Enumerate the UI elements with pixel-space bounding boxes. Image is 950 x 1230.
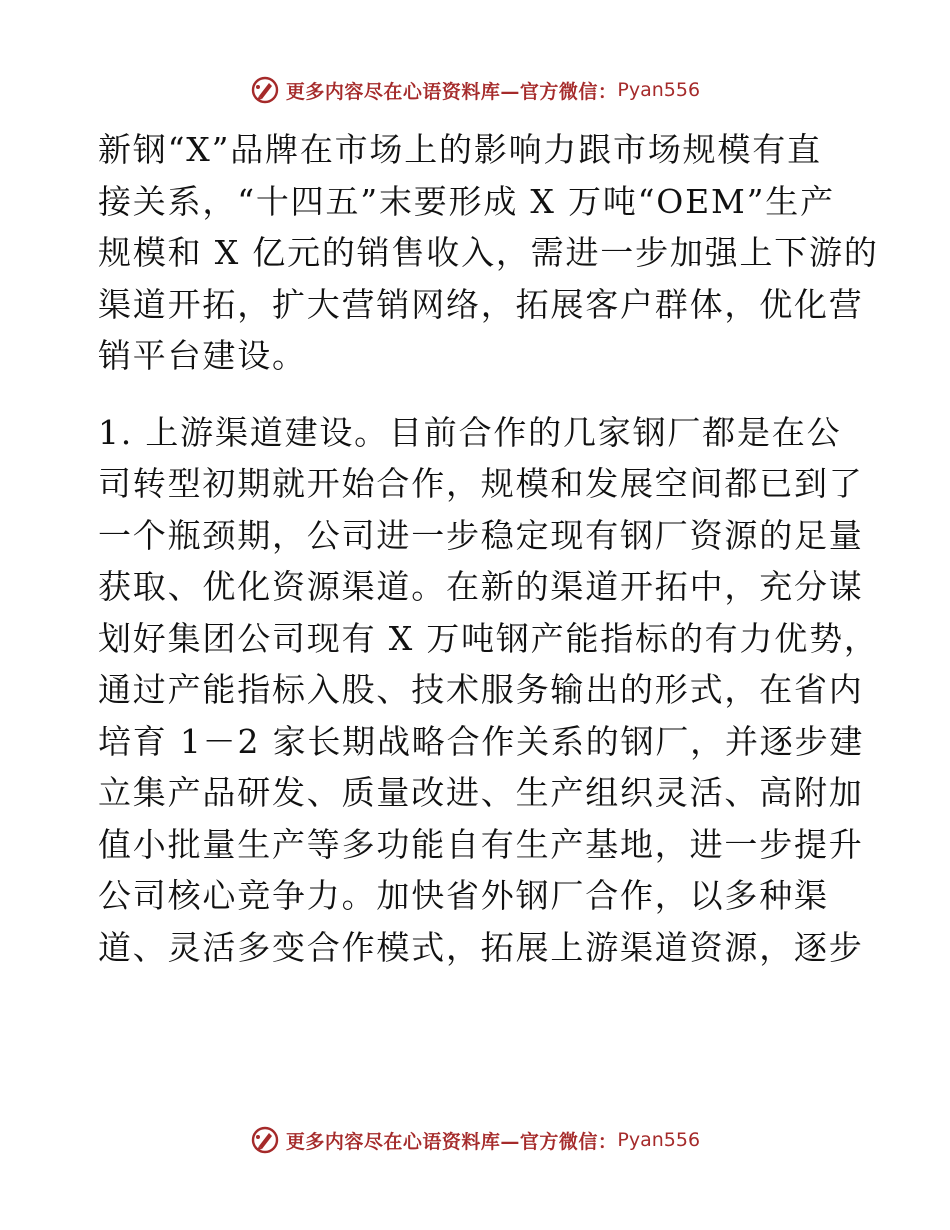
paragraph-2-line: 通过产能指标入股、技术服务输出的形式，在省内 [98,670,864,709]
paragraph-2-line: 获取、优化资源渠道。在新的渠道开拓中，充分谋 [98,567,864,606]
footer-banner-text: 更多内容尽在心语资料库—官方微信： [285,1130,618,1153]
paragraph-2-line: 公司核心竞争力。加快省外钢厂合作，以多种渠 [98,876,829,915]
paragraph-1-line: 规模和 X 亿元的销售收入，需进一步加强上下游的 [98,233,879,272]
paragraph-1-line: 接关系，“十四五”末要形成 X 万吨“OEM”生产 [98,181,835,221]
pen-nib-circle-icon [250,1125,280,1155]
paragraph-2 [98,407,879,974]
paragraph-2-line: 一个瓶颈期，公司进一步稳定现有钢厂资源的足量 [98,515,864,555]
paragraph-1 [98,124,879,382]
paragraph-2-line: 道、灵活多变合作模式，拓展上游渠道资源，逐步 [98,927,864,967]
document-body [98,124,879,973]
footer-banner [0,1120,950,1160]
paragraph-2-line: 1. 上游渠道建设。目前合作的几家钢厂都是在公 [98,412,842,452]
pen-nib-circle-icon [250,75,280,105]
paragraph-2-line: 值小批量生产等多功能自有生产基地，进一步提升 [98,824,864,864]
paragraph-2-line: 培育 1－2 家长期战略合作关系的钢厂，并逐步建 [98,721,865,761]
footer-wechat-id: Pyan556 [617,1129,701,1151]
paragraph-1-line: 新钢“X”品牌在市场上的影响力跟市场规模有直 [98,130,822,169]
paragraph-2-line: 划好集团公司现有 X 万吨钢产能指标的有力优势， [98,618,879,658]
header-wechat-id: Pyan556 [617,79,701,101]
paragraph-2-line: 司转型初期就开始合作，规模和发展空间都已到了 [98,464,864,503]
paragraph-1-line: 销平台建设。 [98,336,307,375]
paragraph-2-line: 立集产品研发、质量改进、生产组织灵活、高附加 [98,773,864,812]
paragraph-1-line: 渠道开拓，扩大营销网络，拓展客户群体，优化营 [98,284,864,324]
header-banner [0,70,950,110]
header-banner-text: 更多内容尽在心语资料库—官方微信： [285,80,618,103]
